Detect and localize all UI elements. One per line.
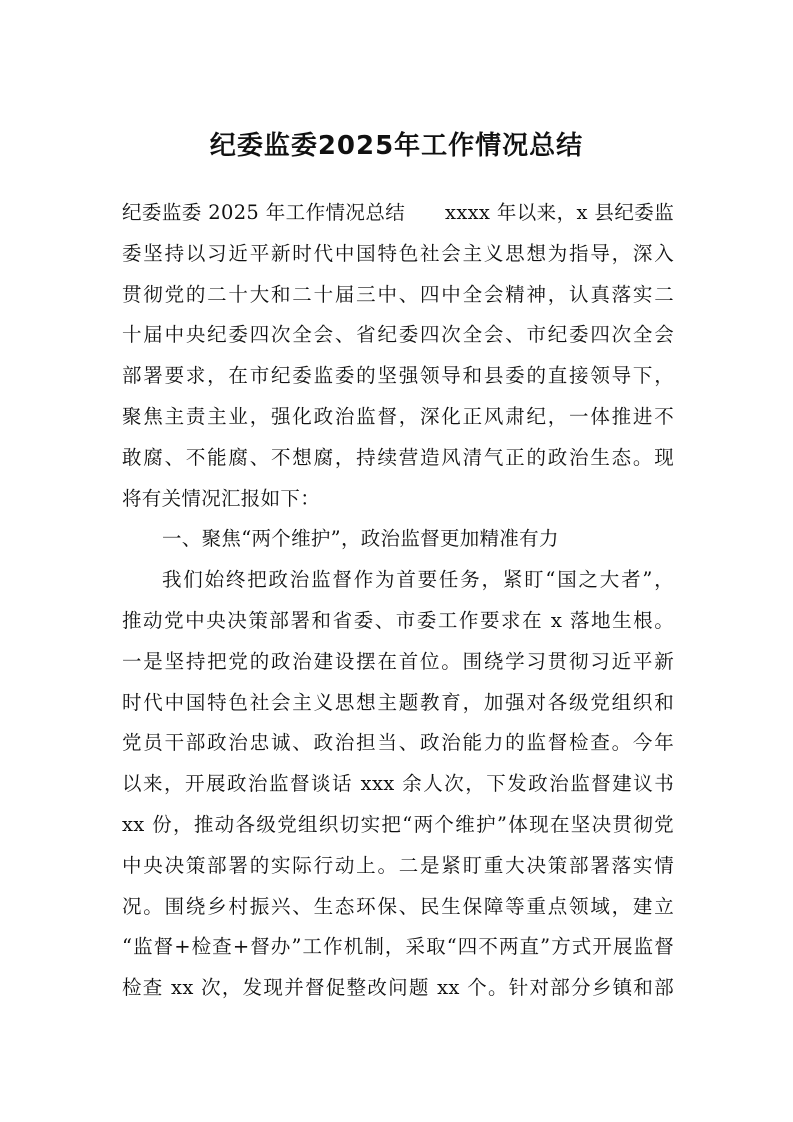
body-line: 纪委监委 2025 年工作情况总结 xxxx 年以来，x 县纪委监 xyxy=(122,201,674,224)
body-line: “监督+检查+督办”工作机制，采取“四不两直”方式开展监督 xyxy=(122,935,674,959)
document-body xyxy=(122,193,674,1009)
body-line: 我们始终把政治监督作为首要任务，紧盯“国之大者”， xyxy=(162,568,674,592)
body-line: 敢腐、不能腐、不想腐，持续营造风清气正的政治生态。现 xyxy=(122,445,674,469)
body-line: 党员干部政治忠诚、政治担当、政治能力的监督检查。今年 xyxy=(122,731,674,755)
body-line: 贯彻党的二十大和二十届三中、四中全会精神，认真落实二 xyxy=(122,282,674,306)
body-line: 委坚持以习近平新时代中国特色社会主义思想为指导，深入 xyxy=(122,241,674,265)
body-line: 一是坚持把党的政治建设摆在首位。围绕学习贯彻习近平新 xyxy=(122,649,674,673)
body-line: 检查 xx 次，发现并督促整改问题 xx 个。针对部分乡镇和部 xyxy=(122,976,674,1000)
body-line: 中央决策部署的实际行动上。二是紧盯重大决策部署落实情 xyxy=(122,853,674,877)
body-line: 以来，开展政治监督谈话 xxx 余人次，下发政治监督建议书 xyxy=(122,772,674,796)
body-line: xx 份，推动各级党组织切实把“两个维护”体现在坚决贯彻党 xyxy=(122,812,674,836)
body-line: 况。围绕乡村振兴、生态环保、民生保障等重点领域，建立 xyxy=(122,894,674,918)
body-line: 时代中国特色社会主义思想主题教育，加强对各级党组织和 xyxy=(122,690,674,714)
body-line: 推动党中央决策部署和省委、市委工作要求在 x 落地生根。 xyxy=(122,608,674,632)
body-line: 部署要求，在市纪委监委的坚强领导和县委的直接领导下， xyxy=(122,364,674,388)
body-line: 聚焦主责主业，强化政治监督，深化正风肃纪，一体推进不 xyxy=(122,404,674,428)
body-line: 十届中央纪委四次全会、省纪委四次全会、市纪委四次全会 xyxy=(122,323,674,347)
section-heading: 一、聚焦“两个维护”，政治监督更加精准有力 xyxy=(162,527,559,551)
document-title: 纪委监委2025年工作情况总结 xyxy=(209,131,584,161)
body-line: 将有关情况汇报如下： xyxy=(122,486,321,510)
